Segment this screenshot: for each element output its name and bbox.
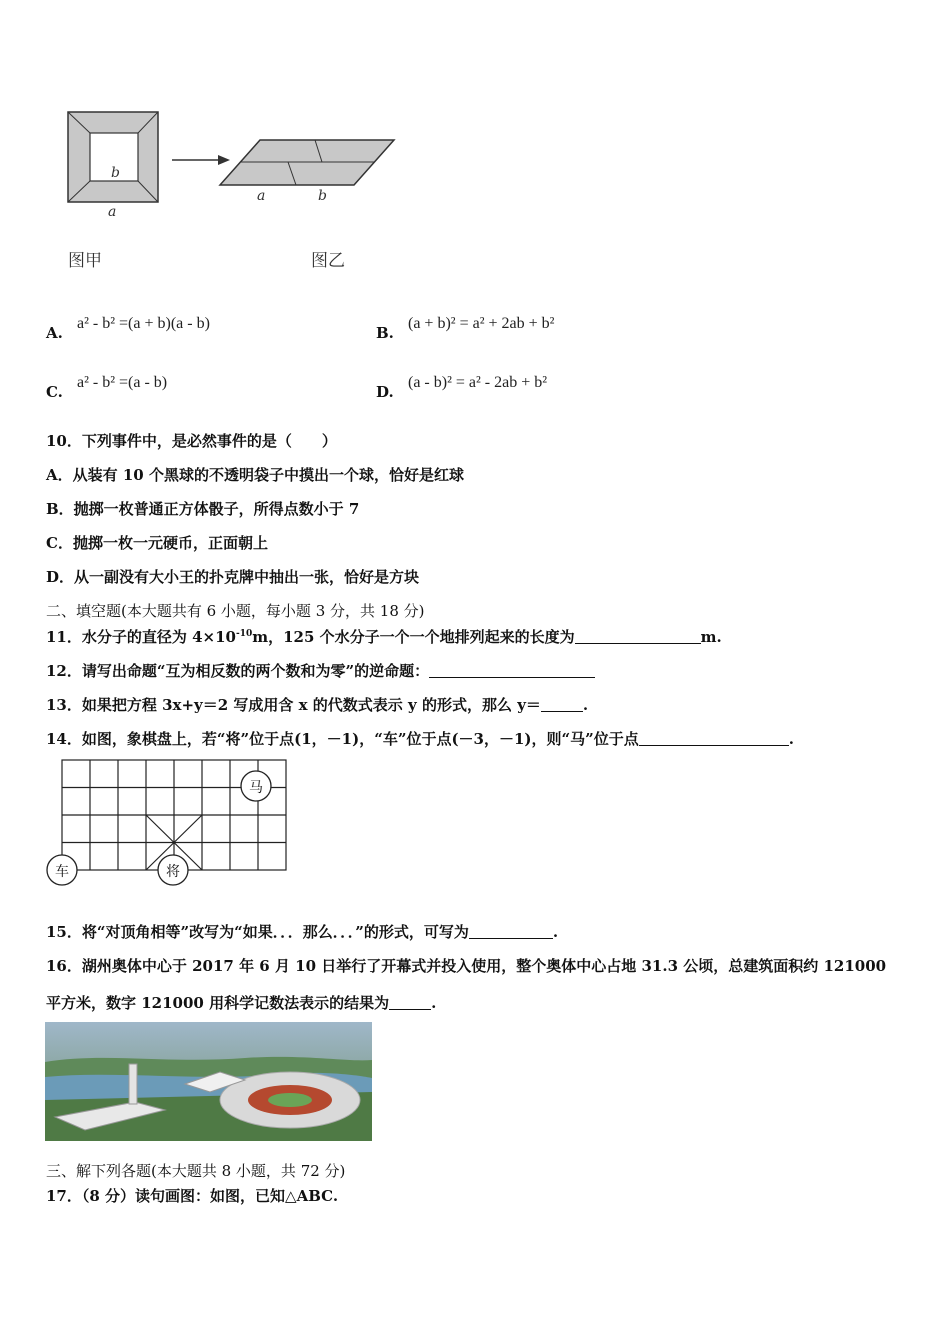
q10-option-b: B．抛掷一枚普通正方体骰子，所得点数小于 7 bbox=[46, 500, 360, 518]
option-c-label: C. bbox=[46, 383, 63, 401]
q11-answer-blank[interactable] bbox=[575, 629, 701, 644]
q10-stem: 10．下列事件中，是必然事件的是（ ） bbox=[46, 432, 337, 450]
q17: 17．（8 分）读句画图：如图，已知△ABC. bbox=[46, 1187, 339, 1205]
q13 bbox=[46, 694, 588, 715]
square-parallelogram-figure bbox=[60, 100, 410, 280]
figure-jia-square bbox=[68, 112, 158, 202]
q14-answer-blank[interactable] bbox=[639, 731, 789, 746]
q12-answer-blank[interactable] bbox=[429, 663, 595, 678]
label-a-square: a bbox=[108, 204, 117, 220]
q10-option-d: D．从一副没有大小王的扑克牌中抽出一张，恰好是方块 bbox=[46, 568, 420, 586]
q13-post: . bbox=[582, 696, 589, 714]
figure-yi-parallelogram bbox=[220, 140, 394, 185]
caption-yi: 图乙 bbox=[311, 251, 345, 271]
option-a-formula: a² - b² =(a + b)(a - b) bbox=[77, 315, 210, 332]
q16-text: 平方米，数字 121000 用科学记数法表示的结果为 bbox=[46, 994, 390, 1012]
q11-mid: m，125 个水分子一个一个地排列起来的长度为 bbox=[252, 628, 575, 646]
caption-jia: 图甲 bbox=[68, 251, 102, 271]
q16-answer-blank[interactable] bbox=[389, 995, 431, 1010]
q14-text: 14．如图，象棋盘上，若“将”位于点(1，－1)，“车”位于点(－3，－1)，则“马”位于点 bbox=[46, 730, 639, 748]
q11 bbox=[46, 626, 722, 647]
q15-answer-blank[interactable] bbox=[469, 924, 553, 939]
q11-pre: 11．水分子的直径为 4×10 bbox=[46, 628, 236, 646]
q12-text: 12．请写出命题“互为相反数的两个数和为零”的逆命题： bbox=[46, 662, 430, 680]
q12 bbox=[46, 660, 595, 681]
option-a-label: A. bbox=[46, 324, 63, 342]
label-b-para: b bbox=[318, 188, 327, 204]
q13-text: 13．如果把方程 3x+y＝2 写成用含 x 的代数式表示 y 的形式，那么 y＝ bbox=[46, 696, 541, 714]
q16-line2 bbox=[46, 992, 436, 1013]
jiang-piece-label: 将 bbox=[166, 864, 180, 880]
q15 bbox=[46, 921, 558, 942]
option-b-formula: (a + b)² = a² + 2ab + b² bbox=[408, 315, 555, 332]
arrow-right-icon bbox=[172, 155, 230, 165]
q14: 14．如图，象棋盘上，若“将”位于点(1，－1)，“车”位于点(－3，－1)，则“马”位于点 . bbox=[46, 730, 795, 748]
q10-option-a: A．从装有 10 个黑球的不透明袋子中摸出一个球，恰好是红球 bbox=[46, 466, 464, 484]
option-d-formula: (a - b)² = a² - 2ab + b² bbox=[408, 374, 548, 391]
q16-post: . bbox=[431, 994, 437, 1012]
che-piece-label: 车 bbox=[55, 864, 69, 880]
ma-piece-label: 马 bbox=[249, 780, 263, 796]
stadium-photo bbox=[45, 1022, 372, 1141]
q13-answer-blank[interactable] bbox=[541, 697, 583, 712]
section-2-heading: 二、填空题(本大题共有 6 小题，每小题 3 分，共 18 分) bbox=[46, 602, 425, 620]
label-b-square: b bbox=[111, 165, 120, 181]
q15-post: . bbox=[552, 923, 559, 941]
q10-option-c: C．抛掷一枚一元硬币，正面朝上 bbox=[46, 534, 268, 552]
option-c-formula: a² - b² =(a - b) bbox=[77, 374, 168, 391]
section-3-heading: 三、解下列各题(本大题共 8 小题，共 72 分) bbox=[46, 1162, 346, 1180]
label-a-para: a bbox=[257, 188, 266, 204]
q16-line1: 16．湖州奥体中心于 2017 年 6 月 10 日举行了开幕式并投入使用，整个奥体中心占地 31.3 公顷，总建筑面积约 121000 bbox=[46, 957, 887, 975]
option-d-label: D. bbox=[376, 383, 394, 401]
q11-post: m. bbox=[700, 628, 722, 646]
q11-exponent: -10 bbox=[235, 629, 253, 639]
option-b-label: B. bbox=[376, 324, 394, 342]
q15-text: 15．将“对顶角相等”改写为“如果．．．那么．．．”的形式，可写为 bbox=[46, 923, 469, 941]
